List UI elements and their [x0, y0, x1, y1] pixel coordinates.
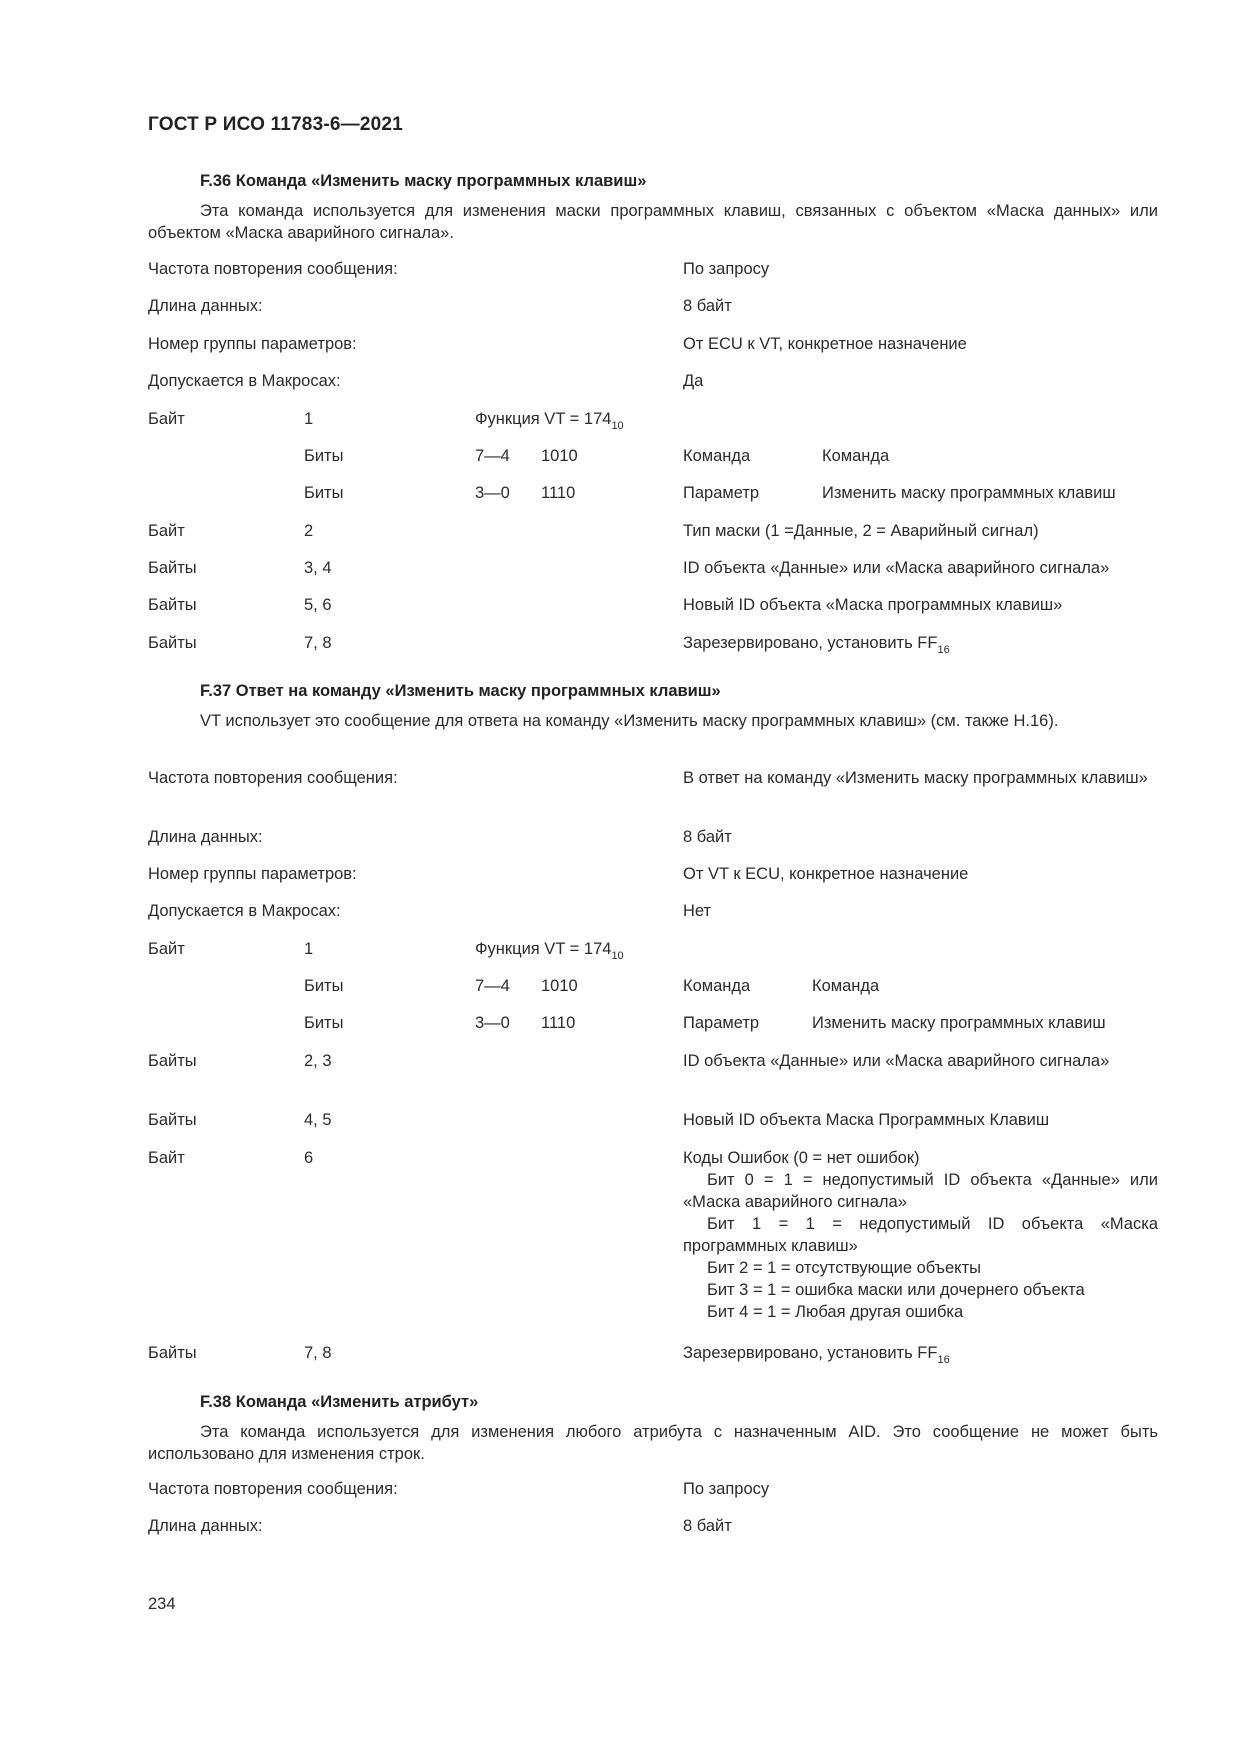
section-intro-f37: VT использует это сообщение для ответа на команду «Изменить маску программных клавиш» (см. также Н.16).: [200, 712, 1059, 730]
section-intro-f36: Эта команда используется для изменения маски программных клавиш, связанных с объектом «Маска данных» или объектом «Маска аварийного сигнала».: [148, 202, 1158, 242]
byte-label: Байт: [148, 522, 185, 540]
function-code: Функция VT = $174_{10}$: [475, 940, 624, 962]
bits-name: Команда: [683, 977, 751, 995]
byte-label: Байты: [148, 1344, 197, 1362]
property-value: 8 байт: [683, 828, 732, 846]
error-code-line: Бит 2 = 1 = отсутствующие объекты: [707, 1259, 981, 1277]
bits-description: Изменить маску программных клавиш: [812, 1014, 1106, 1032]
property-value: 8 байт: [683, 297, 732, 315]
error-codes-list: [683, 1147, 1158, 1323]
property-label: Частота повторения сообщения:: [148, 769, 398, 787]
property-label: Длина данных:: [148, 828, 263, 846]
property-value: Да: [683, 372, 704, 390]
property-label: Длина данных:: [148, 1517, 263, 1535]
bits-range: 3—0: [475, 484, 510, 502]
byte-label: Байты: [148, 634, 197, 652]
property-label: Номер группы параметров:: [148, 865, 357, 883]
byte-number: 7, 8: [304, 634, 332, 652]
byte-label: Байты: [148, 596, 197, 614]
bits-value: 1110: [541, 1014, 576, 1032]
byte-description: ID объекта «Данные» или «Маска аварийного сигнала»: [683, 559, 1110, 577]
bits-range: 7—4: [475, 977, 510, 995]
error-code-line: Бит 4 = 1 = Любая другая ошибка: [707, 1303, 964, 1321]
bits-label: Биты: [304, 484, 344, 502]
bits-description: Изменить маску программных клавиш: [822, 484, 1116, 502]
property-label: Частота повторения сообщения:: [148, 1480, 398, 1498]
bits-value: 1010: [541, 447, 578, 465]
property-value: 8 байт: [683, 1517, 732, 1535]
property-value: Нет: [683, 902, 712, 920]
property-label: Длина данных:: [148, 297, 263, 315]
byte-number: 2: [304, 522, 314, 540]
byte-number: 4, 5: [304, 1111, 332, 1129]
property-label: Допускается в Макросах:: [148, 372, 341, 390]
error-code-line: Бит 3 = 1 = ошибка маски или дочернего объекта: [707, 1281, 1085, 1299]
bits-label: Биты: [304, 977, 344, 995]
section-title-f37: F.37 Ответ на команду «Изменить маску программных клавиш»: [200, 682, 721, 700]
section-title-f38: F.38 Команда «Изменить атрибут»: [200, 1393, 479, 1411]
error-code-line: Бит 1 = 1 = недопустимый ID объекта «Маска программных клавиш»: [683, 1215, 1158, 1255]
byte-number: 5, 6: [304, 596, 332, 614]
bits-name: Команда: [683, 447, 751, 465]
property-label: Частота повторения сообщения:: [148, 260, 398, 278]
byte-number: 1: [304, 940, 314, 958]
property-value: От VT к ECU, конкретное назначение: [683, 865, 969, 883]
bits-range: 3—0: [475, 1014, 510, 1032]
byte-description: Новый ID объекта Маска Программных Клавиш: [683, 1111, 1050, 1129]
byte-description: Тип маски (1 =Данные, 2 = Аварийный сигнал): [683, 522, 1039, 540]
byte-description: Новый ID объекта «Маска программных клавиш»: [683, 596, 1063, 614]
bits-name: Параметр: [683, 1014, 760, 1032]
document-header: ГОСТ Р ИСО 11783-6—2021: [148, 114, 403, 135]
reserved-text: Зарезервировано, установить $FF_{16}$: [683, 634, 950, 656]
bits-label: Биты: [304, 1014, 344, 1032]
property-value: От ECU к VT, конкретное назначение: [683, 335, 967, 353]
byte-number: 2, 3: [304, 1052, 332, 1070]
property-value: По запросу: [683, 1480, 770, 1498]
reserved-text: Зарезервировано, установить $FF_{16}$: [683, 1344, 950, 1366]
error-codes-title: Коды Ошибок (0 = нет ошибок): [683, 1149, 920, 1167]
section-title-f36: F.36 Команда «Изменить маску программных клавиш»: [200, 172, 647, 190]
byte-label: Байты: [148, 1052, 197, 1070]
bits-value: 1010: [541, 977, 578, 995]
page-number: 234: [148, 1595, 176, 1613]
bits-description: Команда: [822, 447, 890, 465]
byte-number: 3, 4: [304, 559, 332, 577]
byte-label: Байт: [148, 410, 185, 428]
bits-range: 7—4: [475, 447, 510, 465]
bits-label: Биты: [304, 447, 344, 465]
error-code-line: Бит 0 = 1 = недопустимый ID объекта «Данные» или «Маска аварийного сигнала»: [683, 1171, 1158, 1211]
byte-number: 6: [304, 1149, 314, 1167]
function-code: Функция VT = $174_{10}$: [475, 410, 624, 432]
byte-number: 1: [304, 410, 314, 428]
byte-label: Байты: [148, 559, 197, 577]
property-label: Допускается в Макросах:: [148, 902, 341, 920]
property-value: В ответ на команду «Изменить маску программных клавиш»: [683, 769, 1148, 787]
property-label: Номер группы параметров:: [148, 335, 357, 353]
bits-value: 1110: [541, 484, 576, 502]
byte-label: Байт: [148, 1149, 185, 1167]
byte-label: Байты: [148, 1111, 197, 1129]
bits-description: Команда: [812, 977, 880, 995]
byte-description: ID объекта «Данные» или «Маска аварийного сигнала»: [683, 1052, 1110, 1070]
property-value: По запросу: [683, 260, 770, 278]
byte-label: Байт: [148, 940, 185, 958]
byte-number: 7, 8: [304, 1344, 332, 1362]
section-intro-f38: Эта команда используется для изменения любого атрибута с назначенным AID. Это сообщение не может быть использовано для изменения строк.: [148, 1423, 1158, 1463]
bits-name: Параметр: [683, 484, 760, 502]
